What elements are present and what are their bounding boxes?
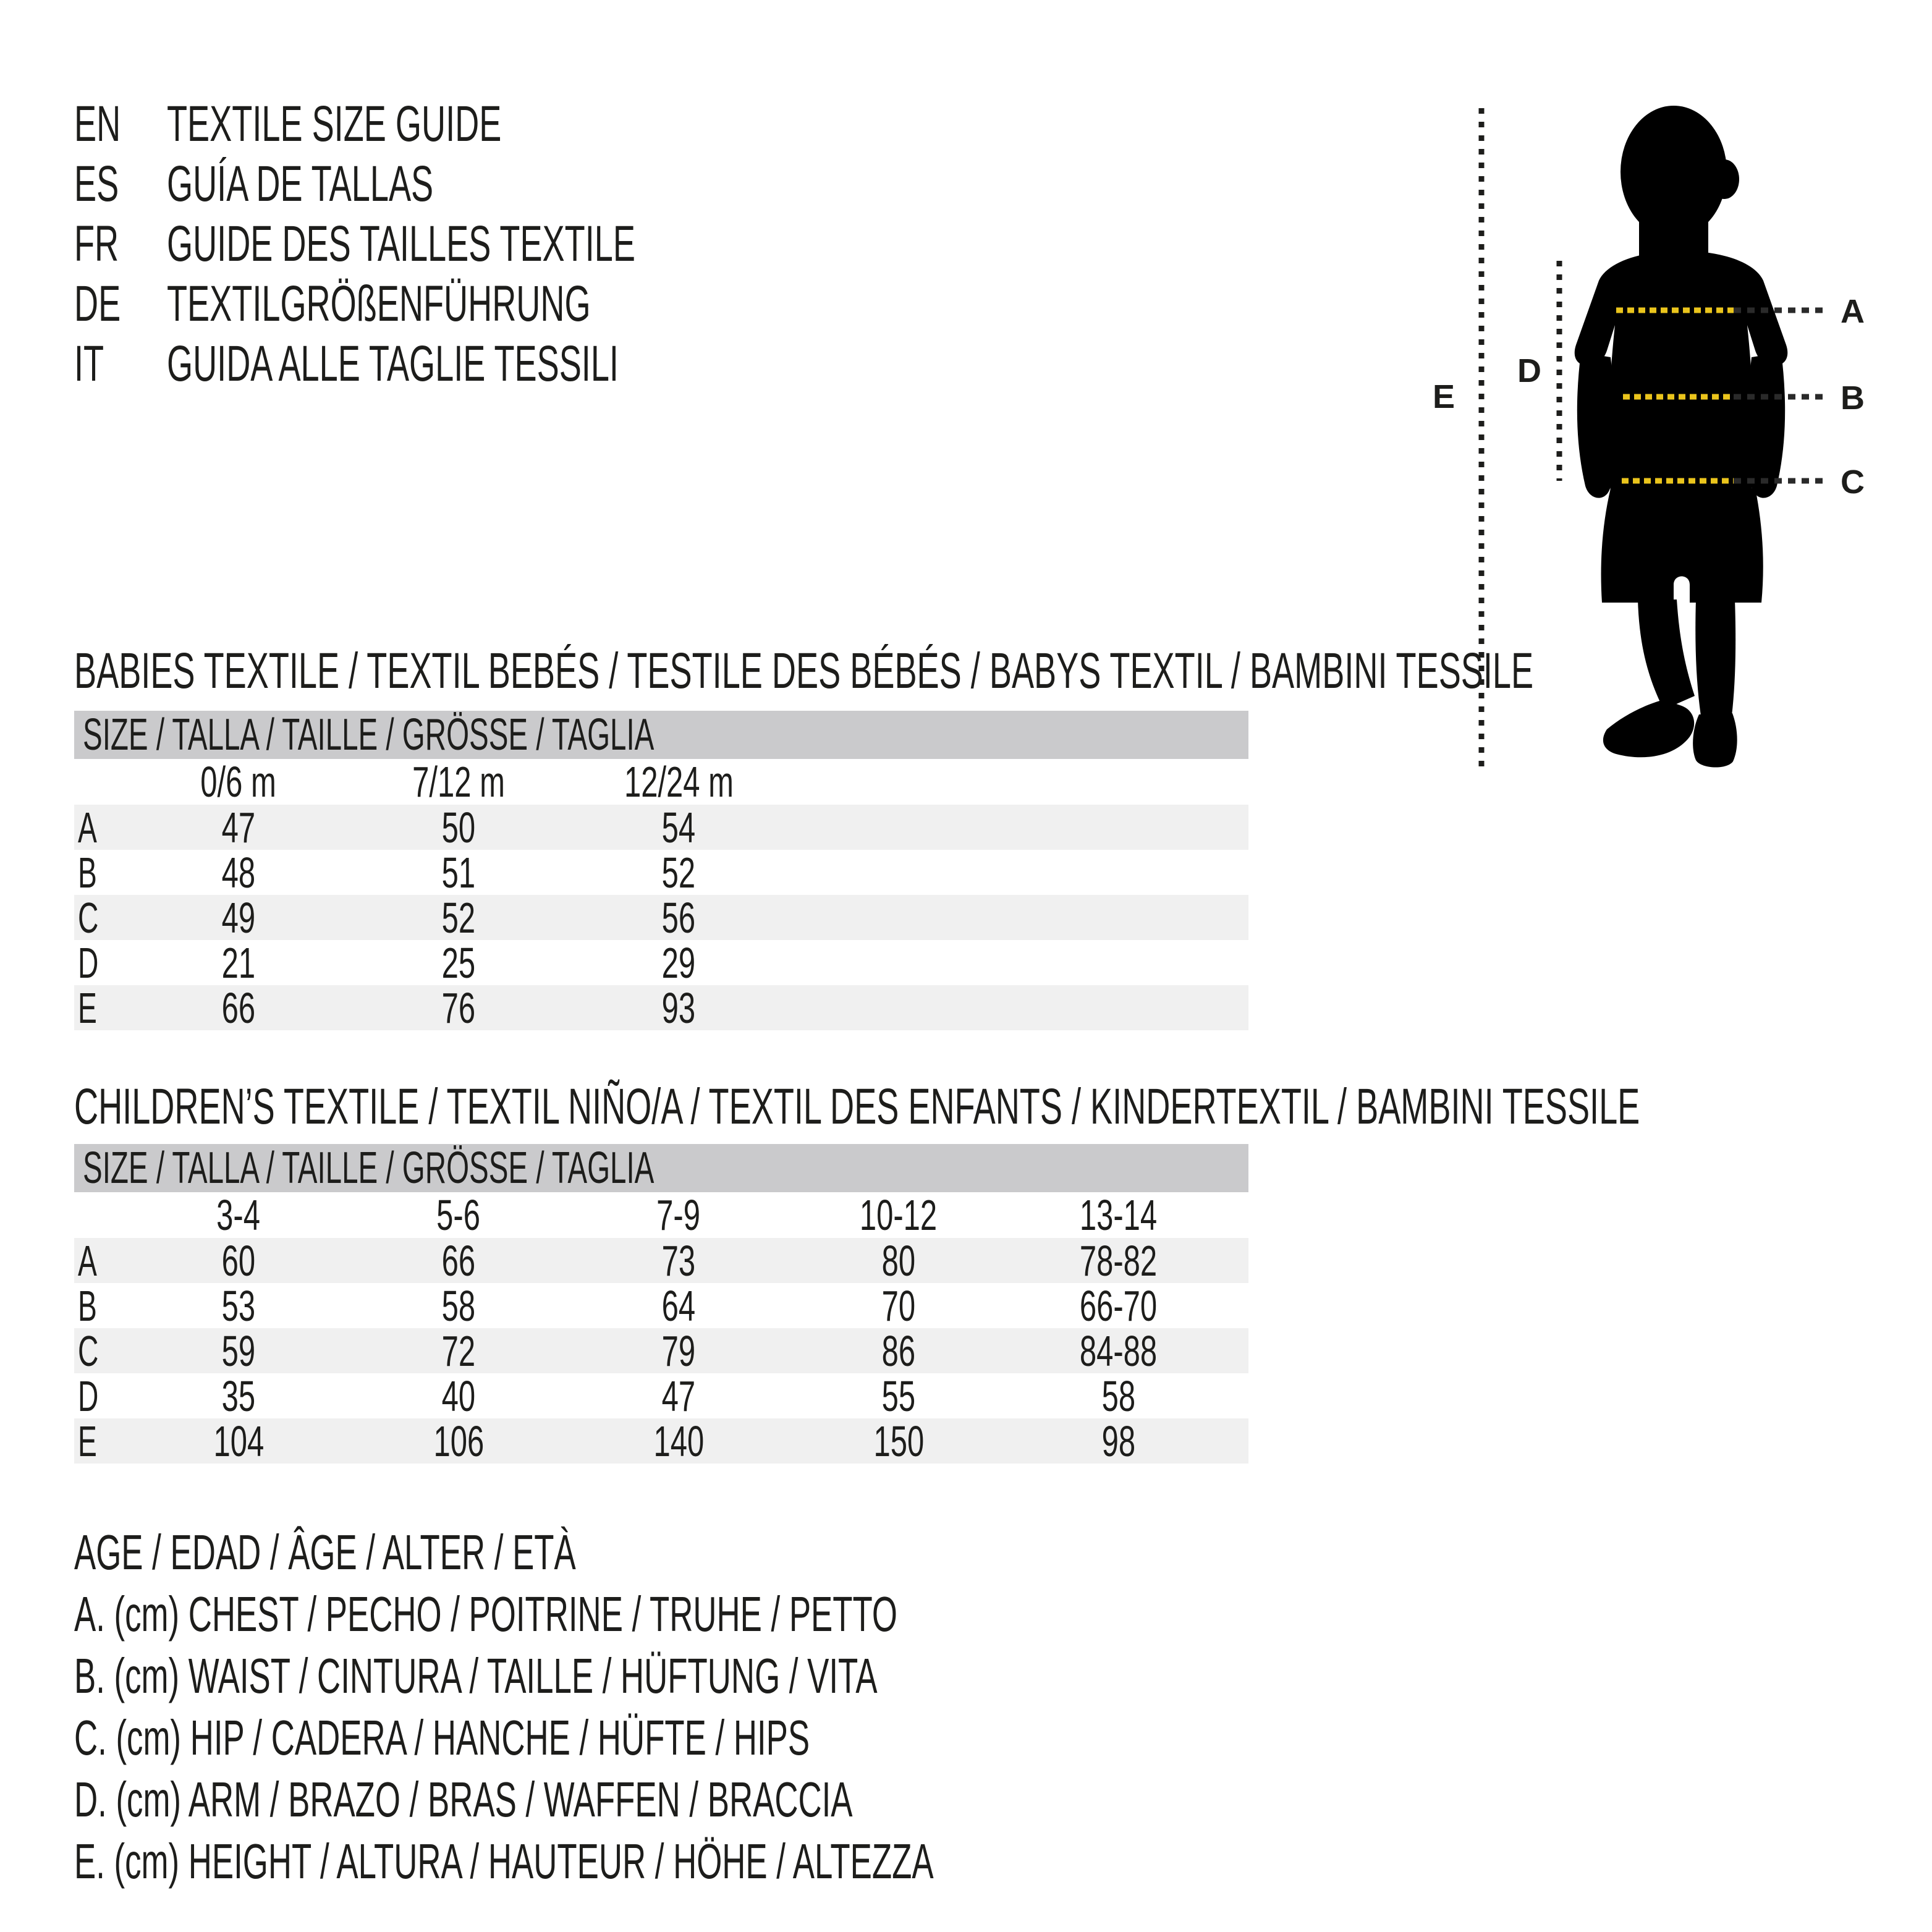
language-row-fr (74, 214, 876, 274)
row-label: C (78, 1326, 99, 1375)
table-cell: 47 (661, 1371, 696, 1420)
table-cell: 60 (221, 1236, 256, 1285)
table-row-c (74, 895, 1248, 940)
table-cell: 150 (873, 1417, 924, 1465)
language-row-de (74, 274, 876, 334)
table-cell: 84-88 (1080, 1326, 1158, 1375)
babies-size-header-label: SIZE / TALLA / TAILLE / GRÖSSE / TAGLIA (83, 710, 655, 760)
legend-line-height: E. (cm) HEIGHT / ALTURA / HAUTEUR / HÖHE / ALTEZZA (74, 1834, 934, 1889)
table-cell: 98 (1101, 1417, 1136, 1465)
babies-section-title (74, 644, 1932, 698)
children-size-table (74, 1144, 1248, 1464)
table-cell: 140 (653, 1417, 704, 1465)
babies-column-header: 0/6 m (200, 758, 277, 806)
table-cell: 80 (881, 1236, 916, 1285)
table-cell: 106 (433, 1417, 484, 1465)
table-row-c (74, 1328, 1248, 1373)
table-cell: 52 (661, 848, 696, 897)
children-section-title-text: CHILDREN’S TEXTILE / TEXTIL NIÑO/A / TEXTIL DES ENFANTS / KINDERTEXTIL / BAMBINI TESSILE (74, 1078, 1640, 1135)
table-cell: 72 (441, 1326, 476, 1375)
babies-column-header: 7/12 m (412, 758, 505, 806)
table-row-a (74, 1238, 1248, 1283)
babies-column-header: 12/24 m (624, 758, 734, 806)
table-cell: 25 (441, 938, 476, 987)
row-label: A (78, 803, 97, 852)
table-cell: 55 (881, 1371, 916, 1420)
language-code: EN (74, 95, 121, 152)
children-column-header: 7-9 (656, 1191, 701, 1239)
row-label: C (78, 893, 99, 942)
table-row-b (74, 850, 1248, 895)
guide-title-it: GUIDA ALLE TAGLIE TESSILI (167, 335, 619, 392)
table-cell: 51 (441, 848, 476, 897)
measure-label-a: A (1841, 293, 1865, 330)
row-label: A (78, 1236, 97, 1285)
measure-label-e: E (1433, 378, 1455, 415)
row-label: E (78, 983, 97, 1032)
children-column-header: 3-4 (216, 1191, 261, 1239)
guide-title-de: TEXTILGRÖßENFÜHRUNG (167, 275, 591, 332)
babies-column-header-row (74, 759, 1248, 805)
children-column-header: 5-6 (436, 1191, 481, 1239)
guide-title-en: TEXTILE SIZE GUIDE (167, 95, 502, 152)
language-code: ES (74, 155, 119, 212)
table-cell: 59 (221, 1326, 256, 1375)
table-cell: 93 (661, 983, 696, 1032)
table-cell: 86 (881, 1326, 916, 1375)
measurement-legend (74, 1522, 1376, 1892)
table-row-a (74, 805, 1248, 850)
language-code: FR (74, 215, 119, 272)
guide-title-fr: GUIDE DES TAILLES TEXTILE (167, 215, 635, 272)
measure-label-c: C (1841, 464, 1865, 501)
children-column-header-row (74, 1192, 1248, 1238)
table-cell: 58 (1101, 1371, 1136, 1420)
table-cell: 66-70 (1080, 1281, 1158, 1330)
table-cell: 21 (221, 938, 256, 987)
table-cell: 54 (661, 803, 696, 852)
children-size-header-bar (74, 1144, 1248, 1192)
table-cell: 66 (441, 1236, 476, 1285)
measure-label-b: B (1841, 379, 1865, 417)
row-label: B (78, 1281, 97, 1330)
language-code: DE (74, 275, 121, 332)
row-label: B (78, 848, 97, 897)
table-cell: 104 (213, 1417, 264, 1465)
babies-section-title-text: BABIES TEXTILE / TEXTIL BEBÉS / TESTILE DES BÉBÉS / BABYS TEXTIL / BAMBINI TESSILE (74, 643, 1534, 699)
language-row-en (74, 94, 876, 154)
row-label: D (78, 1371, 99, 1420)
children-section-title (74, 1080, 1932, 1134)
row-label: D (78, 938, 99, 987)
table-row-e (74, 985, 1248, 1030)
table-cell: 79 (661, 1326, 696, 1375)
legend-line-hip: C. (cm) HIP / CADERA / HANCHE / HÜFTE / HIPS (74, 1710, 810, 1765)
table-cell: 76 (441, 983, 476, 1032)
table-row-e (74, 1418, 1248, 1464)
children-column-header: 13-14 (1080, 1191, 1158, 1239)
babies-size-table (74, 711, 1248, 1030)
guide-title-es: GUÍA DE TALLAS (167, 155, 434, 212)
language-title-list (74, 94, 876, 394)
table-cell: 70 (881, 1281, 916, 1330)
language-row-it (74, 334, 876, 394)
language-row-es (74, 154, 876, 214)
babies-size-header-bar (74, 711, 1248, 759)
measure-label-d: D (1517, 352, 1541, 389)
row-label: E (78, 1417, 97, 1465)
table-cell: 64 (661, 1281, 696, 1330)
table-cell: 29 (661, 938, 696, 987)
children-column-header: 10-12 (860, 1191, 938, 1239)
table-cell: 47 (221, 803, 256, 852)
table-row-d (74, 940, 1248, 985)
table-cell: 58 (441, 1281, 476, 1330)
language-code: IT (74, 335, 104, 392)
children-size-header-label: SIZE / TALLA / TAILLE / GRÖSSE / TAGLIA (83, 1143, 655, 1193)
legend-line-arm: D. (cm) ARM / BRAZO / BRAS / WAFFEN / BRACCIA (74, 1772, 853, 1827)
table-cell: 73 (661, 1236, 696, 1285)
legend-line-age: AGE / EDAD / ÂGE / ALTER / ETÀ (74, 1525, 576, 1580)
table-cell: 66 (221, 983, 256, 1032)
table-cell: 53 (221, 1281, 256, 1330)
table-row-d (74, 1373, 1248, 1418)
table-cell: 50 (441, 803, 476, 852)
table-cell: 48 (221, 848, 256, 897)
table-cell: 40 (441, 1371, 476, 1420)
table-cell: 56 (661, 893, 696, 942)
legend-line-waist: B. (cm) WAIST / CINTURA / TAILLE / HÜFTUNG / VITA (74, 1648, 878, 1703)
table-cell: 35 (221, 1371, 256, 1420)
table-cell: 78-82 (1080, 1236, 1158, 1285)
table-cell: 49 (221, 893, 256, 942)
table-cell: 52 (441, 893, 476, 942)
table-row-b (74, 1283, 1248, 1328)
legend-line-chest: A. (cm) CHEST / PECHO / POITRINE / TRUHE / PETTO (74, 1587, 897, 1642)
